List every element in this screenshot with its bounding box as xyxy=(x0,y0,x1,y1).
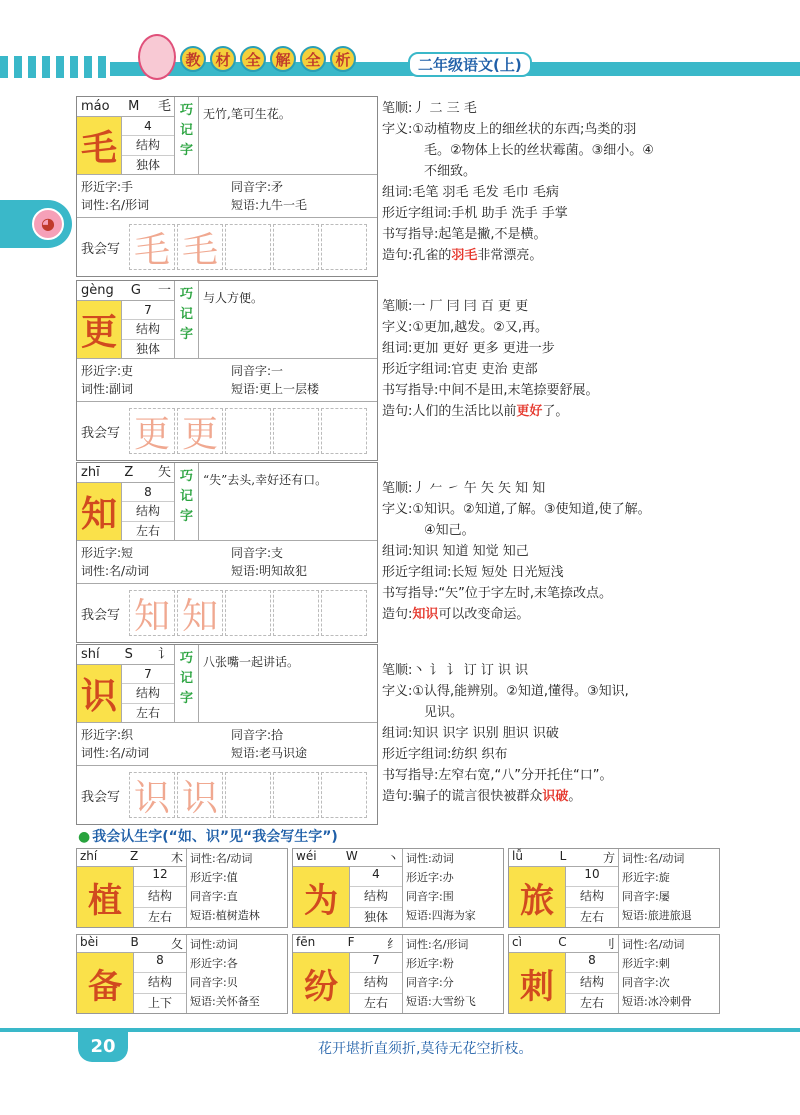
radical: 方 xyxy=(602,851,615,865)
radical: 纟 xyxy=(386,937,399,951)
writing-tip: 书写指导:起笔是撇,不是横。 xyxy=(382,227,547,242)
sentence xyxy=(382,245,722,266)
recognize-card xyxy=(508,848,720,928)
pinyin: zhí xyxy=(80,849,98,863)
blank-cell[interactable] xyxy=(225,772,271,818)
blank-cell[interactable] xyxy=(273,590,319,636)
memory-tip: 八张嘴一起讲话。 xyxy=(203,655,300,669)
pinyin-row xyxy=(77,645,175,665)
grade-subtitle: 二年级语文(上) xyxy=(408,52,532,77)
radical: 刂 xyxy=(602,937,615,951)
main-char: 知 xyxy=(77,483,121,540)
stroke-count: 7 xyxy=(122,301,174,320)
char-card xyxy=(76,280,378,461)
trace-cell: 知 xyxy=(177,590,223,636)
sentence-post: 非常漂亮。 xyxy=(477,248,543,263)
structure: 独体 xyxy=(135,157,160,172)
blank-cell[interactable] xyxy=(321,590,367,636)
pinyin-row xyxy=(509,935,618,953)
pinyin-row xyxy=(77,281,175,301)
structure-label: 结构 xyxy=(566,887,618,907)
char-card xyxy=(76,462,378,643)
memory-label: 巧记字 xyxy=(175,281,199,358)
trace-cell: 更 xyxy=(177,408,223,454)
similar-char: 形近字:值 xyxy=(190,871,238,884)
phrase: 短语:大雪纷飞 xyxy=(406,995,476,1008)
pinyin: lǚ xyxy=(512,849,523,863)
phrase: 短语:明知故犯 xyxy=(231,564,308,578)
structure-label: 结构 xyxy=(566,973,618,993)
main-char: 为 xyxy=(293,867,349,927)
write-label: 我会写 xyxy=(81,425,121,441)
meaning: 字义:①知识。②知道,了解。③使知道,使了解。 xyxy=(382,502,651,517)
blank-cell[interactable] xyxy=(321,408,367,454)
sentence-pre: 造句:骗子的谎言很快被群众 xyxy=(382,789,543,804)
structure-label: 结构 xyxy=(122,502,174,521)
structure-label: 结构 xyxy=(350,887,402,907)
blank-cell[interactable] xyxy=(273,224,319,270)
pinyin-row xyxy=(509,849,618,867)
write-label: 我会写 xyxy=(81,607,121,623)
initial: F xyxy=(347,935,355,949)
trace-cell: 识 xyxy=(129,772,175,818)
initial: L xyxy=(559,849,567,863)
sentence-post: 了。 xyxy=(542,404,569,419)
trace-cell: 更 xyxy=(129,408,175,454)
pinyin-row xyxy=(77,849,186,867)
meaning: 字义:①认得,能辨别。②知道,懂得。③知识, xyxy=(382,684,629,699)
pinyin: cì xyxy=(512,935,522,949)
phrase: 短语:四海为家 xyxy=(406,909,476,922)
initial: W xyxy=(345,849,358,863)
pinyin: fēn xyxy=(296,935,316,949)
initial: M xyxy=(128,99,140,114)
memory-label: 巧记字 xyxy=(175,645,199,722)
part-of-speech: 词性:名/动词 xyxy=(190,852,253,865)
char-card xyxy=(76,96,378,277)
similar-char: 形近字:旋 xyxy=(622,871,670,884)
initial: Z xyxy=(124,465,134,480)
stroke-count: 4 xyxy=(122,117,174,136)
blank-cell[interactable] xyxy=(321,224,367,270)
similar-char: 形近字:短 xyxy=(81,546,134,560)
recognize-card xyxy=(292,848,504,928)
trace-cell: 识 xyxy=(177,772,223,818)
mascot-icon xyxy=(138,34,176,80)
pinyin: bèi xyxy=(80,935,99,949)
homophone: 同音字:贝 xyxy=(190,976,238,989)
initial: C xyxy=(558,935,567,949)
initial: S xyxy=(124,647,133,662)
meaning-cont: 见识。 xyxy=(424,705,464,720)
main-char: 旅 xyxy=(509,867,565,927)
sentence-pre: 造句:孔雀的 xyxy=(382,248,452,263)
pinyin: wéi xyxy=(296,849,317,863)
radical: 毛 xyxy=(157,99,171,114)
blank-cell[interactable] xyxy=(321,772,367,818)
structure: 左右 xyxy=(579,995,604,1010)
words: 组词:知识 识字 识别 胆识 识破 xyxy=(382,726,559,741)
sentence-pre: 造句:人们的生活比以前 xyxy=(382,404,517,419)
radical: 夂 xyxy=(170,937,183,951)
char-info xyxy=(382,296,722,422)
stroke-count: 8 xyxy=(122,483,174,502)
structure-label: 结构 xyxy=(122,684,174,703)
similar-char: 形近字:各 xyxy=(190,957,238,970)
blank-cell[interactable] xyxy=(273,772,319,818)
pinyin: shí xyxy=(81,647,100,662)
homophone: 同音字:分 xyxy=(406,976,454,989)
part-of-speech: 词性:名/动词 xyxy=(622,938,685,951)
similar-words: 形近字组词:官吏 吏治 吏部 xyxy=(382,362,538,377)
structure-label: 结构 xyxy=(350,973,402,993)
radical: 木 xyxy=(170,851,183,865)
homophone: 同音字:直 xyxy=(190,890,238,903)
initial: B xyxy=(130,935,139,949)
writing-tip: 书写指导:中间不是田,末笔捺要舒展。 xyxy=(382,383,599,398)
homophone: 同音字:一 xyxy=(231,364,284,378)
structure: 独体 xyxy=(363,909,388,924)
page-footer xyxy=(0,1028,800,1068)
stroke-count: 8 xyxy=(566,953,618,973)
stroke-order: 笔顺:丶 讠 讠 订 订 识 识 xyxy=(382,663,529,678)
memory-tip: 无竹,笔可生花。 xyxy=(203,107,291,121)
homophone: 同音字:矛 xyxy=(231,180,284,194)
stroke-count: 7 xyxy=(350,953,402,973)
structure: 左右 xyxy=(135,523,160,538)
sentence xyxy=(382,786,722,807)
part-of-speech: 词性:名/动词 xyxy=(622,852,685,865)
title-char: 全 xyxy=(240,46,266,72)
stroke-count: 12 xyxy=(134,867,186,887)
radical: 矢 xyxy=(157,465,171,480)
meaning-cont: 不细致。 xyxy=(424,164,477,179)
words: 组词:知识 知道 知觉 知己 xyxy=(382,544,529,559)
main-char: 毛 xyxy=(77,117,121,174)
stroke-order: 笔顺:丿 𠂉 ㇀ 午 矢 矢 知 知 xyxy=(382,481,546,496)
write-label: 我会写 xyxy=(81,241,121,257)
phrase: 短语:老马识途 xyxy=(231,746,308,760)
fox-icon: ◕ xyxy=(32,208,64,240)
phrase: 短语:九牛一毛 xyxy=(231,198,308,212)
sentence-highlight: 识破 xyxy=(542,789,569,804)
sentence-highlight: 更好 xyxy=(516,404,543,419)
stroke-order: 笔顺:一 厂 冃 冃 百 更 更 xyxy=(382,299,529,314)
char-info xyxy=(382,660,722,807)
phrase: 短语:植树造林 xyxy=(190,909,260,922)
sentence-post: 可以改变命运。 xyxy=(438,607,530,622)
recognize-card xyxy=(292,934,504,1014)
radical: 丶 xyxy=(386,851,399,865)
trace-cell: 毛 xyxy=(129,224,175,270)
structure: 左右 xyxy=(579,909,604,924)
radical: 一 xyxy=(157,283,171,298)
stroke-count: 10 xyxy=(566,867,618,887)
similar-char: 形近字:手 xyxy=(81,180,134,194)
writing-tip: 书写指导:左窄右宽,“八”分开托住“口”。 xyxy=(382,768,613,783)
char-card xyxy=(76,644,378,825)
homophone: 同音字:屡 xyxy=(622,890,670,903)
blank-cell[interactable] xyxy=(225,224,271,270)
homophone: 同音字:围 xyxy=(406,890,454,903)
page-number: 20 xyxy=(78,1032,128,1062)
structure-label: 结构 xyxy=(134,973,186,993)
page-header xyxy=(0,0,800,100)
phrase: 短语:关怀备至 xyxy=(190,995,260,1008)
phrase: 短语:旅进旅退 xyxy=(622,909,692,922)
similar-words: 形近字组词:长短 短处 日光短浅 xyxy=(382,565,564,580)
part-of-speech: 词性:名/动词 xyxy=(81,746,150,760)
char-info xyxy=(382,98,722,266)
structure-label: 结构 xyxy=(134,887,186,907)
part-of-speech: 词性:副词 xyxy=(81,382,134,396)
similar-char: 形近字:办 xyxy=(406,871,454,884)
main-char: 识 xyxy=(77,665,121,722)
header-band xyxy=(0,62,800,76)
structure: 左右 xyxy=(363,995,388,1010)
sentence xyxy=(382,604,722,625)
sentence-highlight: 羽毛 xyxy=(451,248,478,263)
stroke-count: 7 xyxy=(122,665,174,684)
blank-cell[interactable] xyxy=(225,408,271,454)
part-of-speech: 词性:名/形词 xyxy=(406,938,469,951)
stroke-count: 8 xyxy=(134,953,186,973)
recognize-card xyxy=(76,934,288,1014)
structure: 左右 xyxy=(135,705,160,720)
structure: 左右 xyxy=(147,909,172,924)
memory-label: 巧记字 xyxy=(175,97,199,174)
structure: 上下 xyxy=(147,995,172,1010)
pinyin-row xyxy=(77,935,186,953)
part-of-speech: 词性:动词 xyxy=(406,852,454,865)
trace-cell: 知 xyxy=(129,590,175,636)
book-title xyxy=(180,46,356,72)
header-checker xyxy=(0,56,110,78)
blank-cell[interactable] xyxy=(225,590,271,636)
similar-char: 形近字:刺 xyxy=(622,957,670,970)
sentence-highlight: 知识 xyxy=(412,607,439,622)
part-of-speech: 词性:名/形词 xyxy=(81,198,150,212)
radical: 讠 xyxy=(157,647,171,662)
title-char: 全 xyxy=(300,46,326,72)
words: 组词:毛笔 羽毛 毛发 毛巾 毛病 xyxy=(382,185,559,200)
pinyin-row xyxy=(293,935,402,953)
section-title: ● 我会认生字(“如、识”见“我会写生字”) xyxy=(78,826,338,846)
similar-words: 形近字组词:纺织 织布 xyxy=(382,747,508,762)
homophone: 同音字:次 xyxy=(622,976,670,989)
trace-cell: 毛 xyxy=(177,224,223,270)
pinyin-row xyxy=(77,97,175,117)
stroke-count: 4 xyxy=(350,867,402,887)
write-label: 我会写 xyxy=(81,789,121,805)
similar-words: 形近字组词:手机 助手 洗手 手掌 xyxy=(382,206,568,221)
similar-char: 形近字:织 xyxy=(81,728,134,742)
phrase: 短语:更上一层楼 xyxy=(231,382,320,396)
main-char: 更 xyxy=(77,301,121,358)
words: 组词:更加 更好 更多 更进一步 xyxy=(382,341,555,356)
recognize-card xyxy=(76,848,288,928)
phrase: 短语:冰冷刺骨 xyxy=(622,995,692,1008)
initial: G xyxy=(130,283,141,298)
structure-label: 结构 xyxy=(122,320,174,339)
char-info xyxy=(382,478,722,625)
title-char: 解 xyxy=(270,46,296,72)
part-of-speech: 词性:动词 xyxy=(190,938,238,951)
main-char: 刺 xyxy=(509,953,565,1013)
meaning-cont: ④知己。 xyxy=(424,523,475,538)
memory-tip: “失”去头,幸好还有口。 xyxy=(203,473,328,487)
similar-char: 形近字:粉 xyxy=(406,957,454,970)
sentence-pre: 造句: xyxy=(382,607,413,622)
similar-char: 形近字:吏 xyxy=(81,364,134,378)
title-char: 教 xyxy=(180,46,206,72)
pinyin: gèng xyxy=(81,283,114,298)
sentence-post: 。 xyxy=(568,789,582,804)
homophone: 同音字:拾 xyxy=(231,728,284,742)
sentence xyxy=(382,401,722,422)
title-char: 析 xyxy=(330,46,356,72)
main-char: 植 xyxy=(77,867,133,927)
pinyin-row xyxy=(293,849,402,867)
recognize-card xyxy=(508,934,720,1014)
pinyin-row xyxy=(77,463,175,483)
structure-label: 结构 xyxy=(122,136,174,155)
writing-tip: 书写指导:“矢”位于字左时,末笔捺改点。 xyxy=(382,586,612,601)
main-char: 备 xyxy=(77,953,133,1013)
meaning-cont: 毛。②物体上长的丝状霉菌。③细小。④ xyxy=(424,143,654,158)
stroke-order: 笔顺:丿 二 三 毛 xyxy=(382,101,477,116)
blank-cell[interactable] xyxy=(273,408,319,454)
pinyin: zhī xyxy=(81,465,100,480)
footer-quote: 花开堪折直须折,莫待无花空折枝。 xyxy=(318,1041,533,1057)
side-tab xyxy=(0,200,72,248)
memory-label: 巧记字 xyxy=(175,463,199,540)
pinyin: máo xyxy=(81,99,110,114)
meaning: 字义:①更加,越发。②又,再。 xyxy=(382,320,548,335)
memory-tip: 与人方便。 xyxy=(203,291,264,305)
main-char: 纷 xyxy=(293,953,349,1013)
part-of-speech: 词性:名/动词 xyxy=(81,564,150,578)
structure: 独体 xyxy=(135,341,160,356)
homophone: 同音字:支 xyxy=(231,546,284,560)
meaning: 字义:①动植物皮上的细丝状的东西;鸟类的羽 xyxy=(382,122,637,137)
title-char: 材 xyxy=(210,46,236,72)
initial: Z xyxy=(130,849,139,863)
